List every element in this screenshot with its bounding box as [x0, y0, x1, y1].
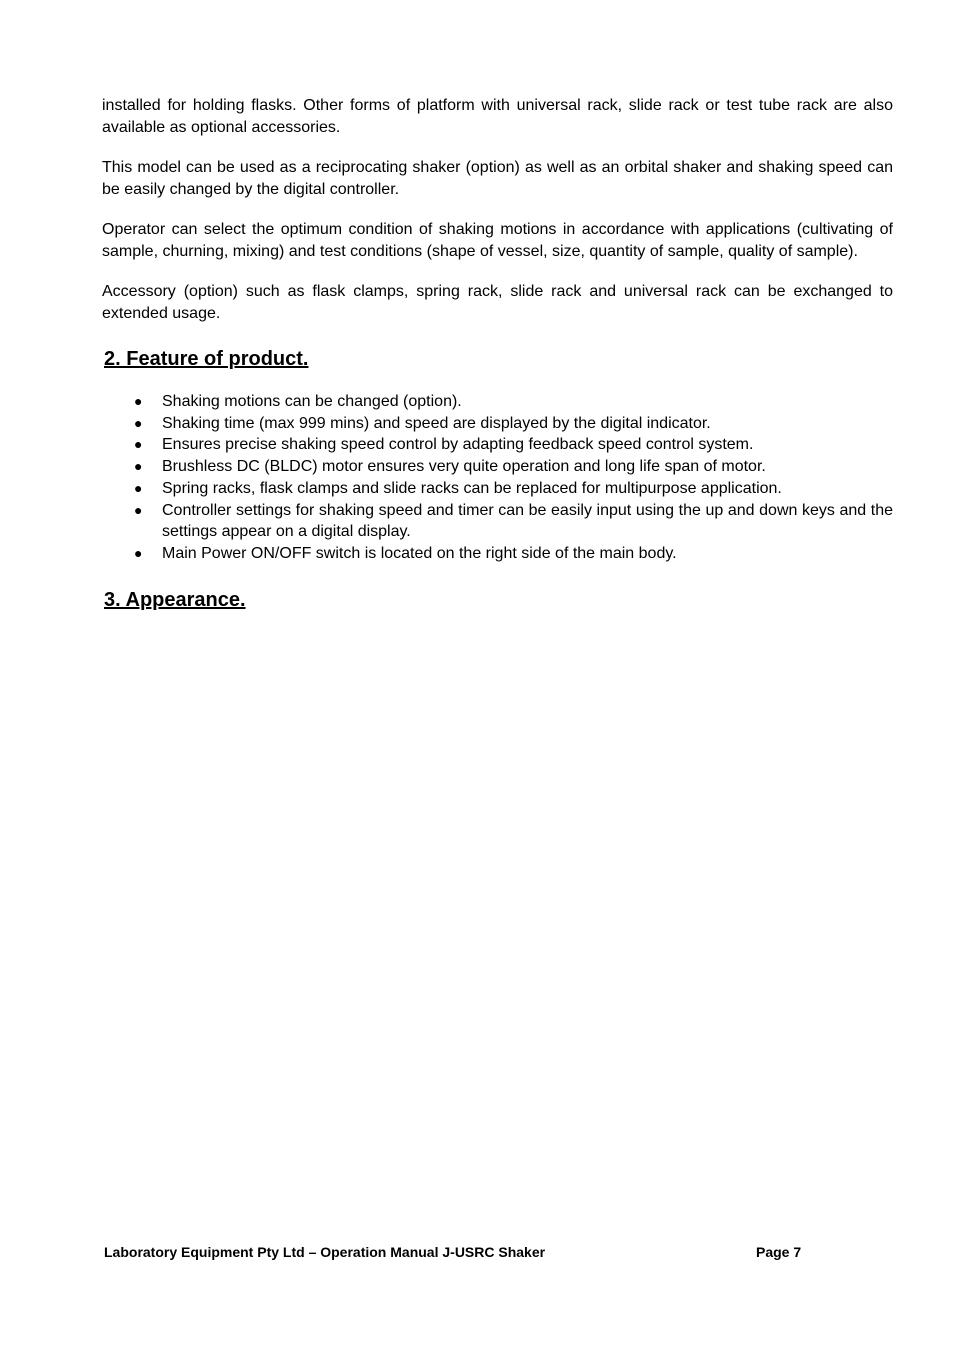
document-body: [102, 95, 893, 612]
list-item-text: Shaking time (max 999 mins) and speed are displayed by the digital indicator.: [162, 414, 711, 432]
intro-paragraph-4: Accessory (option) such as flask clamps, spring rack, slide rack and universal rack can be exchanged to extended usage.: [102, 283, 893, 322]
section-heading-appearance: 3. Appearance.: [104, 588, 246, 611]
bullet-icon: ●: [134, 393, 143, 409]
list-item: [102, 543, 893, 565]
page-number: Page 7: [756, 1244, 802, 1260]
list-item-text: Spring racks, flask clamps and slide racks can be replaced for multipurpose application.: [162, 479, 782, 497]
list-item-text: Controller settings for shaking speed and timer can be easily input using the up and down keys and the settings appear on a digital display.: [162, 501, 893, 541]
bullet-icon: ●: [134, 544, 143, 561]
footer-title: Laboratory Equipment Pty Ltd – Operation Manual J-USRC Shaker: [104, 1244, 546, 1260]
list-item: [102, 456, 893, 478]
bullet-icon: ●: [134, 501, 143, 518]
bullet-icon: ●: [134, 436, 143, 453]
bullet-icon: ●: [134, 458, 143, 475]
feature-list: [102, 391, 893, 565]
list-item-text: Brushless DC (BLDC) motor ensures very quite operation and long life span of motor.: [162, 458, 766, 476]
intro-paragraph-3: Operator can select the optimum condition of shaking motions in accordance with applications (cultivating of sample, churning, mixing) and test conditions (shape of vessel, size, quantity of sample, quality of sample).: [102, 221, 893, 260]
list-item: [102, 391, 893, 413]
bullet-icon: ●: [134, 479, 143, 496]
list-item-text: Ensures precise shaking speed control by adapting feedback speed control system.: [162, 436, 754, 454]
intro-paragraph-2: This model can be used as a reciprocating shaker (option) as well as an orbital shaker and shaking speed can be easily changed by the digital controller.: [102, 159, 893, 198]
list-item: [102, 500, 893, 543]
bullet-icon: ●: [134, 414, 143, 431]
list-item: [102, 478, 893, 500]
section-heading-features: 2. Feature of product.: [104, 348, 309, 370]
list-item-text: Main Power ON/OFF switch is located on the right side of the main body.: [162, 544, 677, 562]
list-item: [102, 413, 893, 435]
intro-paragraph-1: installed for holding flasks. Other forms of platform with universal rack, slide rack or test tube rack are also available as optional accessories.: [102, 97, 893, 136]
list-item: [102, 434, 893, 456]
list-item-text: Shaking motions can be changed (option).: [162, 393, 462, 410]
